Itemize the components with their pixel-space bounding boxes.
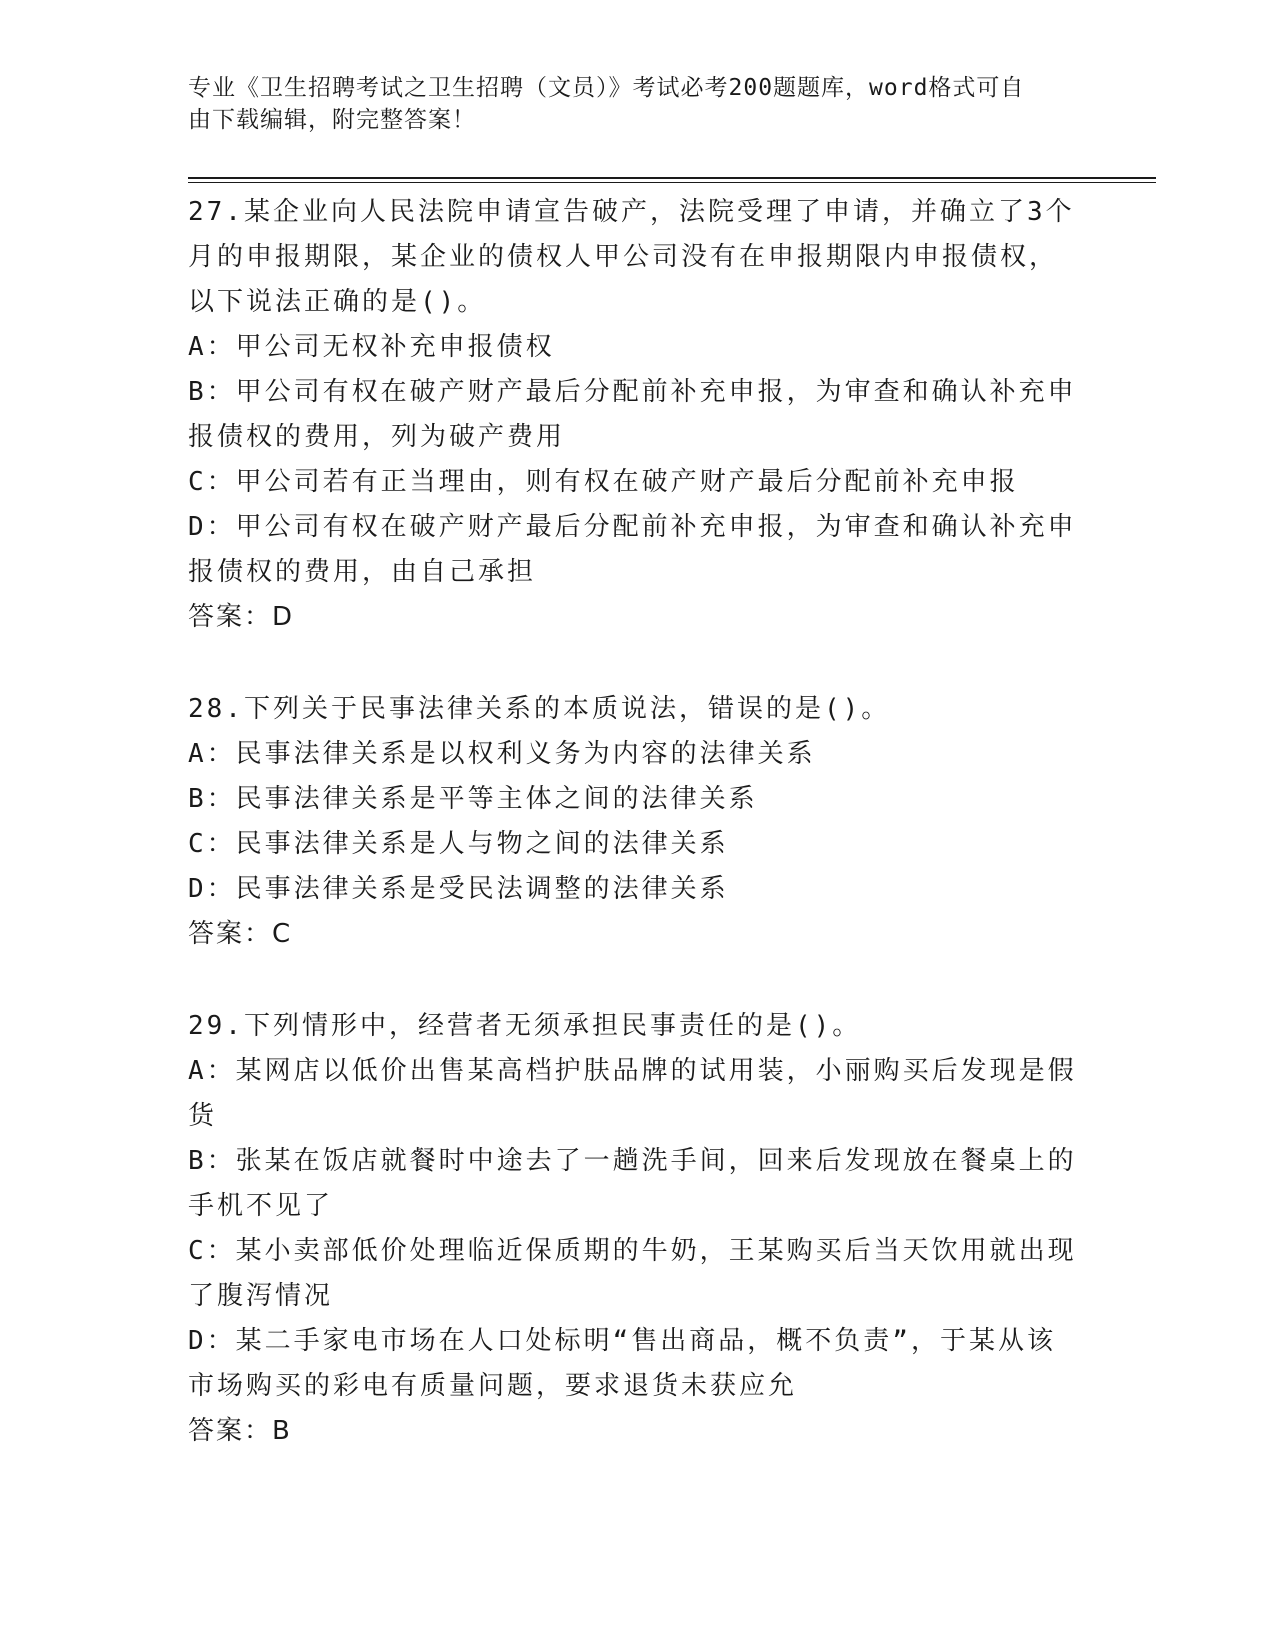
option-a: A：甲公司无权补充申报债权 bbox=[188, 332, 555, 362]
option-d-continued: 报债权的费用，由自己承担 bbox=[188, 557, 537, 587]
question-stem-line: 月的申报期限，某企业的债权人甲公司没有在申报期限内申报债权， bbox=[188, 242, 1059, 272]
question-27 bbox=[188, 190, 1088, 640]
option-d: D：民事法律关系是受民法调整的法律关系 bbox=[188, 874, 729, 904]
header-line-1: 专业《卫生招聘考试之卫生招聘（文员）》考试必考200题题库，word格式可自 bbox=[188, 75, 1025, 101]
option-b: B：民事法律关系是平等主体之间的法律关系 bbox=[188, 784, 758, 814]
option-c-continued: 了腹泻情况 bbox=[188, 1281, 334, 1311]
option-b: B：张某在饭店就餐时中途去了一趟洗手间，回来后发现放在餐桌上的 bbox=[188, 1146, 1077, 1176]
question-list bbox=[188, 190, 1088, 1454]
header-line-2: 由下载编辑，附完整答案！ bbox=[188, 107, 476, 133]
option-c: C：某小卖部低价处理临近保质期的牛奶，王某购买后当天饮用就出现 bbox=[188, 1236, 1077, 1266]
question-stem-line: 28.下列关于民事法律关系的本质说法，错误的是()。 bbox=[188, 694, 891, 724]
option-a: A：民事法律关系是以权利义务为内容的法律关系 bbox=[188, 739, 816, 769]
option-d: D：某二手家电市场在人口处标明“售出商品，概不负责”，于某从该 bbox=[188, 1326, 1056, 1356]
answer-line: 答案：B bbox=[188, 1416, 292, 1446]
question-stem-line: 以下说法正确的是()。 bbox=[188, 287, 487, 317]
question-stem-line: 29.下列情形中，经营者无须承担民事责任的是()。 bbox=[188, 1011, 862, 1041]
option-b-continued: 报债权的费用，列为破产费用 bbox=[188, 422, 566, 452]
header-divider-thick bbox=[188, 177, 1156, 179]
question-28 bbox=[188, 687, 1088, 957]
option-a-continued: 货 bbox=[188, 1101, 218, 1131]
document-header bbox=[188, 72, 1068, 136]
answer-line: 答案：C bbox=[188, 919, 293, 949]
option-c: C：甲公司若有正当理由，则有权在破产财产最后分配前补充申报 bbox=[188, 467, 1019, 497]
header-divider-thin bbox=[188, 182, 1156, 183]
answer-line: 答案：D bbox=[188, 602, 295, 632]
option-b-continued: 手机不见了 bbox=[188, 1191, 334, 1221]
question-stem-line: 27.某企业向人民法院申请宣告破产，法院受理了申请，并确立了3个 bbox=[188, 197, 1075, 227]
option-d-continued: 市场购买的彩电有质量问题，要求退货未获应允 bbox=[188, 1371, 798, 1401]
option-c: C：民事法律关系是人与物之间的法律关系 bbox=[188, 829, 729, 859]
question-29 bbox=[188, 1004, 1088, 1454]
option-d: D：甲公司有权在破产财产最后分配前补充申报，为审查和确认补充申 bbox=[188, 512, 1077, 542]
option-a: A：某网店以低价出售某高档护肤品牌的试用装，小丽购买后发现是假 bbox=[188, 1056, 1077, 1086]
option-b: B：甲公司有权在破产财产最后分配前补充申报，为审查和确认补充申 bbox=[188, 377, 1077, 407]
